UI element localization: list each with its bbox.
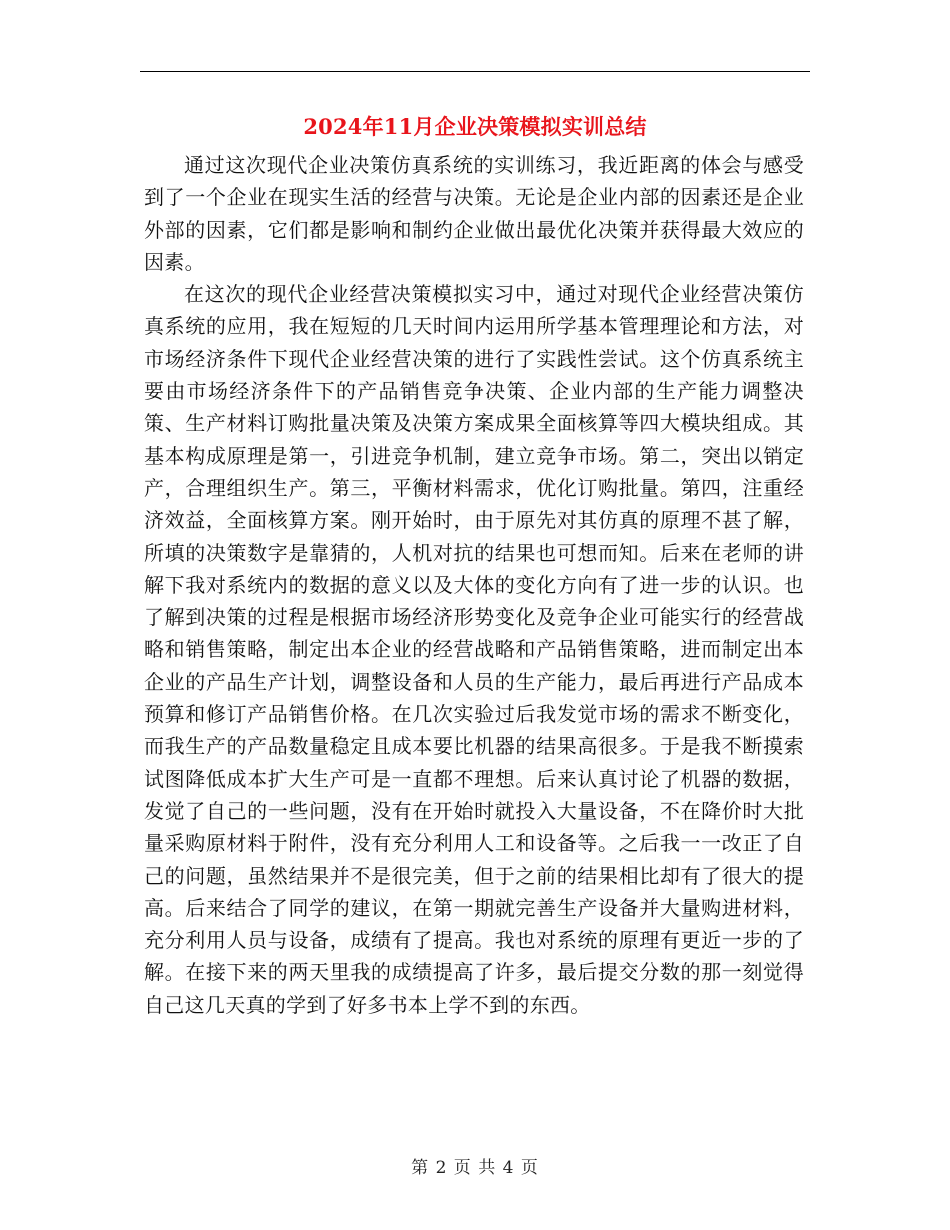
paragraph-2: 在这次的现代企业经营决策模拟实习中，通过对现代企业经营决策仿真系统的应用，我在短短的几天时间内运用所学基本管理理论和方法，对市场经济条件下现代企业经营决策的进行了实践性尝试。这个仿真系统主要由市场经济条件下的产品销售竞争决策、企业内部的生产能力调整决策、生产材料订购批量决策及决策方案成果全面核算等四大模块组成。其基本构成原理是第一，引进竞争机制，建立竞争市场。第二，突出以销定产，合理组织生产。第三，平衡材料需求，优化订购批量。第四，注重经济效益，全面核算方案。刚开始时，由于原先对其仿真的原理不甚了解，所填的决策数字是靠猜的，人机对抗的结果也可想而知。后来在老师的讲解下我对系统内的数据的意义以及大体的变化方向有了进一步的认识。也了解到决策的过程是根据市场经济形势变化及竞争企业可能实行的经营战略和销售策略，制定出本企业的经营战略和产品销售策略，进而制定出本企业的产品生产计划，调整设备和人员的生产能力，最后再进行产品成本预算和修订产品销售价格。在几次实验过后我发觉市场的需求不断变化，而我生产的产品数量稳定且成本要比机器的结果高很多。于是我不断摸索试图降低成本扩大生产可是一直都不理想。后来认真讨论了机器的数据，发觉了自己的一些问题，没有在开始时就投入大量设备，不在降价时大批量采购原材料于附件，没有充分利用人工和设备等。之后我一一改正了自己的问题，虽然结果并不是很完美，但于之前的结果相比却有了很大的提高。后来结合了同学的建议，在第一期就完善生产设备并大量购进材料，充分利用人员与设备，成绩有了提高。我也对系统的原理有更近一步的了解。在接下来的两天里我的成绩提高了许多，最后提交分数的那一刻觉得自己这几天真的学到了好多书本上学不到的东西。	[144, 282, 804, 1017]
document-body	[144, 149, 804, 1021]
header-rule	[140, 71, 810, 72]
page-number: 第 2 页 共 4 页	[411, 1158, 539, 1178]
paragraph-1: 通过这次现代企业决策仿真系统的实训练习，我近距离的体会与感受到了一个企业在现实生活的经营与决策。无论是企业内部的因素还是企业外部的因素，它们都是影响和制约企业做出最优化决策并获得最大效应的因素。	[144, 153, 804, 274]
document-title: 2024年11月企业决策模拟实训总结	[303, 114, 647, 139]
